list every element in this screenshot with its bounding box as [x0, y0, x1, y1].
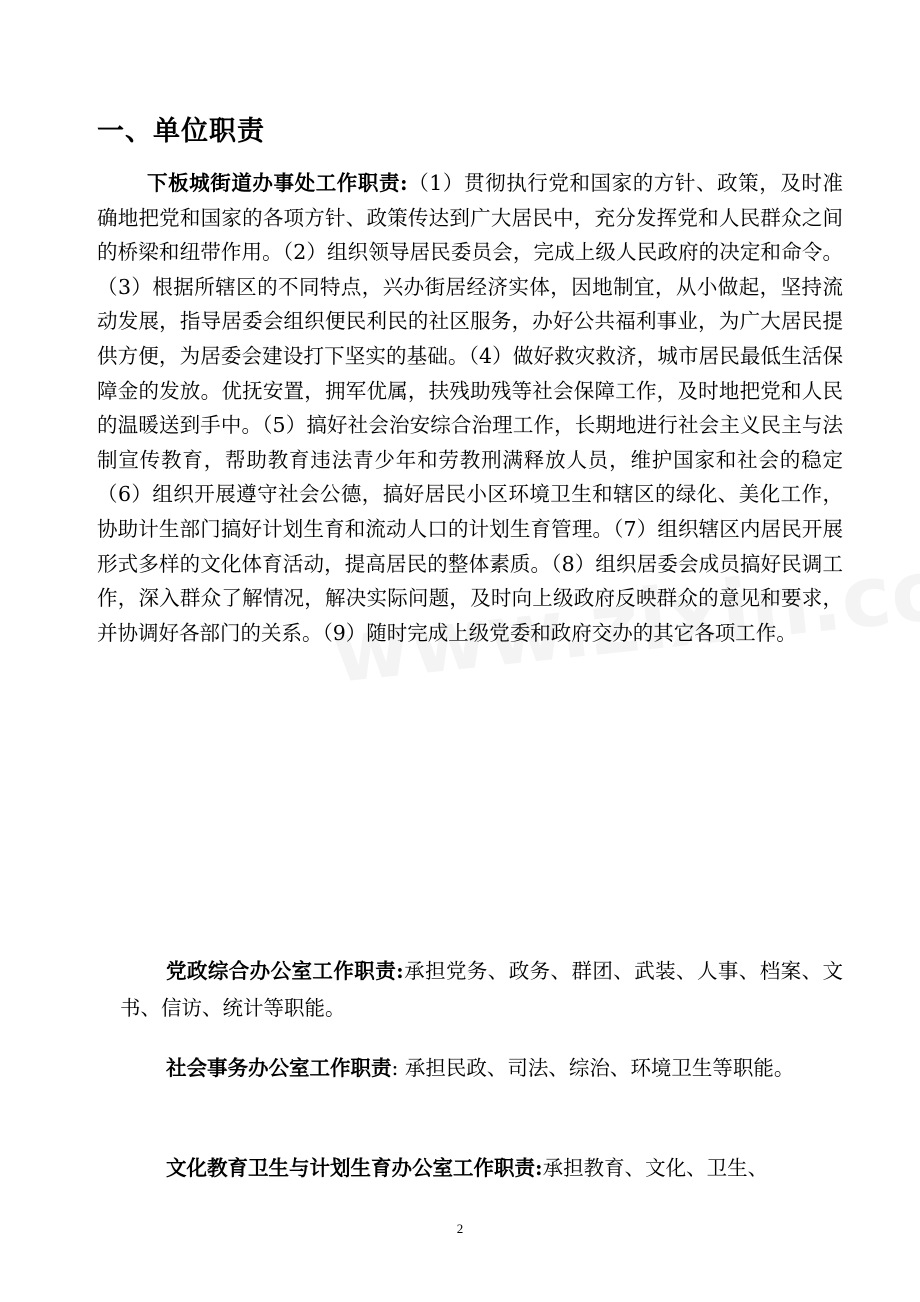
paragraph-office-duties: [97, 166, 843, 650]
page-number: 2: [456, 1221, 464, 1236]
paragraph-text: 承担党务、政务、群团、武装、人事、档案、文书、信访、统计等职能。: [120, 959, 843, 1020]
paragraph-text: 承担教育、文化、卫生、: [542, 1156, 769, 1180]
paragraph-lead: 社会事务办公室工作职责: [166, 1056, 392, 1080]
paragraph-lead: 党政综合办公室工作职责:: [166, 959, 404, 983]
paragraph-lead: 文化教育卫生与计划生育办公室工作职责:: [166, 1156, 543, 1180]
paragraph-text: : 承担民政、司法、综治、环境卫生等职能。: [391, 1056, 795, 1080]
paragraph-social-affairs-duties: [120, 1050, 843, 1087]
section-heading: 一、单位职责: [97, 116, 265, 147]
paragraph-party-office-duties: [120, 953, 843, 1027]
paragraph-culture-education-duties: [120, 1150, 843, 1187]
paragraph-lead: 下板城街道办事处工作职责:: [147, 171, 408, 195]
paragraph-text: （1）贯彻执行党和国家的方针、政策，及时准确地把党和国家的各项方针、政策传达到广大居民中，充分发挥党和人民群众之间的桥梁和纽带作用。（2）组织领导居民委员会，完成上级人民政府的决定和命令。（3）根据所辖区的不同特点，兴办街居经济实体，因地制宜，从小做起，坚持流动发展，指导居委会组织便民利民的社区服务，办好公共福利事业，为广大居民提供方便，为居委会建设打下坚实的基础。（4）做好救灾救济，城市居民最低生活保障金的发放。优抚安置，拥军优属，扶残助残等社会保障工作，及时地把党和人民的温暖送到手中。（5）搞好社会治安综合治理工作，长期地进行社会主义民主与法制宣传教育，帮助教育违法青少年和劳教刑满释放人员，维护国家和社会的稳定（6）组织开展遵守社会公德，搞好居民小区环境卫生和辖区的绿化、美化工作，协助计生部门搞好计划生育和流动人口的计划生育管理。（7）组织辖区内居民开展形式多样的文化体育活动，提高居民的整体素质。（8）组织居委会成员搞好民调工作，深入群众了解情况，解决实际问题，及时向上级政府反映群众的意见和要求，并协调好各部门的关系。（9）随时完成上级党委和政府交办的其它各项工作。: [97, 171, 843, 645]
